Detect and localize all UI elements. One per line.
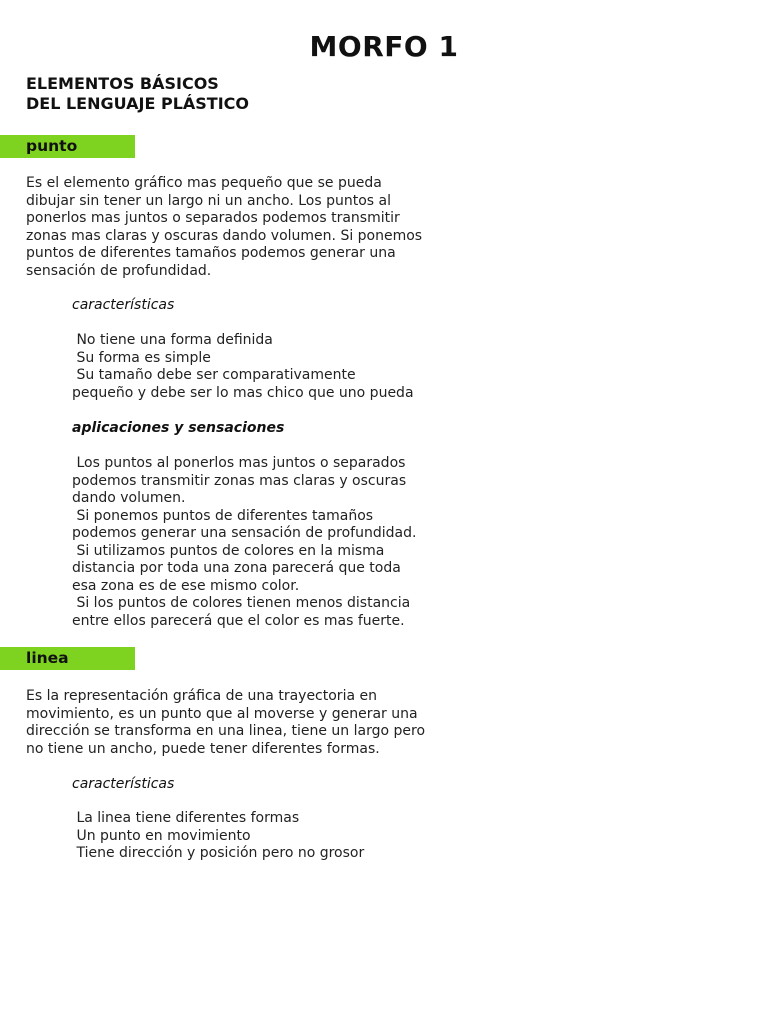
punto-aplicaciones-label: aplicaciones y sensaciones: [72, 420, 285, 436]
text-line: Es la representación gráfica de una trayectoria en: [26, 688, 377, 704]
list-item: Si ponemos puntos de diferentes tamaños: [72, 507, 374, 524]
punto-aplicaciones-list: [72, 455, 472, 630]
list-item: pequeño y debe ser lo mas chico que uno pueda: [72, 384, 414, 401]
text-line: zonas mas claras y oscuras dando volumen. Si ponemos: [26, 227, 423, 244]
list-item: Un punto en movimiento: [72, 827, 251, 844]
text-line: puntos de diferentes tamaños podemos generar una: [26, 245, 396, 261]
punto-description: [26, 175, 476, 280]
text-line: Es el elemento gráfico mas pequeño que se pueda: [26, 175, 382, 191]
text-line: sensación de profundidad.: [26, 262, 212, 279]
list-item: dando volumen.: [72, 490, 186, 506]
list-item: Tiene dirección y posición pero no grosor: [72, 845, 365, 861]
linea-caracteristicas-label: características: [72, 776, 175, 792]
list-item: podemos transmitir zonas mas claras y oscuras: [72, 472, 407, 489]
list-item: entre ellos parecerá que el color es mas fuerte.: [72, 612, 405, 629]
section-heading-label: punto: [26, 137, 78, 155]
text-line: no tiene un ancho, puede tener diferentes formas.: [26, 740, 380, 757]
section-heading-punto: [0, 135, 135, 158]
list-item: esa zona es de ese mismo color.: [72, 577, 300, 594]
list-item: Los puntos al ponerlos mas juntos o separados: [72, 455, 406, 471]
text-line: dibujar sin tener un largo ni un ancho. Los puntos al: [26, 192, 392, 209]
page-subtitle: [26, 74, 249, 114]
list-item: Su forma es simple: [72, 349, 211, 366]
punto-caracteristicas-list: [72, 332, 472, 402]
section-heading-label: linea: [26, 649, 69, 667]
punto-caracteristicas-label: características: [72, 297, 175, 313]
subtitle-line: ELEMENTOS BÁSICOS: [26, 74, 219, 93]
text-line: movimiento, es un punto que al moverse y generar una: [26, 705, 418, 722]
section-heading-linea: [0, 647, 135, 670]
list-item: Si utilizamos puntos de colores en la misma: [72, 542, 385, 559]
list-item: Si los puntos de colores tienen menos distancia: [72, 595, 411, 611]
list-item: Su tamaño debe ser comparativamente: [72, 367, 356, 383]
list-item: La linea tiene diferentes formas: [72, 810, 300, 826]
linea-description: [26, 688, 476, 758]
text-line: dirección se transforma en una linea, tiene un largo pero: [26, 723, 426, 739]
page-title: MORFO 1: [309, 30, 459, 63]
list-item: No tiene una forma definida: [72, 332, 273, 348]
list-item: distancia por toda una zona parecerá que toda: [72, 560, 401, 576]
text-line: ponerlos mas juntos o separados podemos transmitir: [26, 210, 400, 226]
subtitle-line: DEL LENGUAJE PLÁSTICO: [26, 94, 249, 113]
linea-caracteristicas-list: [72, 810, 472, 863]
list-item: podemos generar una sensación de profundidad.: [72, 525, 417, 541]
